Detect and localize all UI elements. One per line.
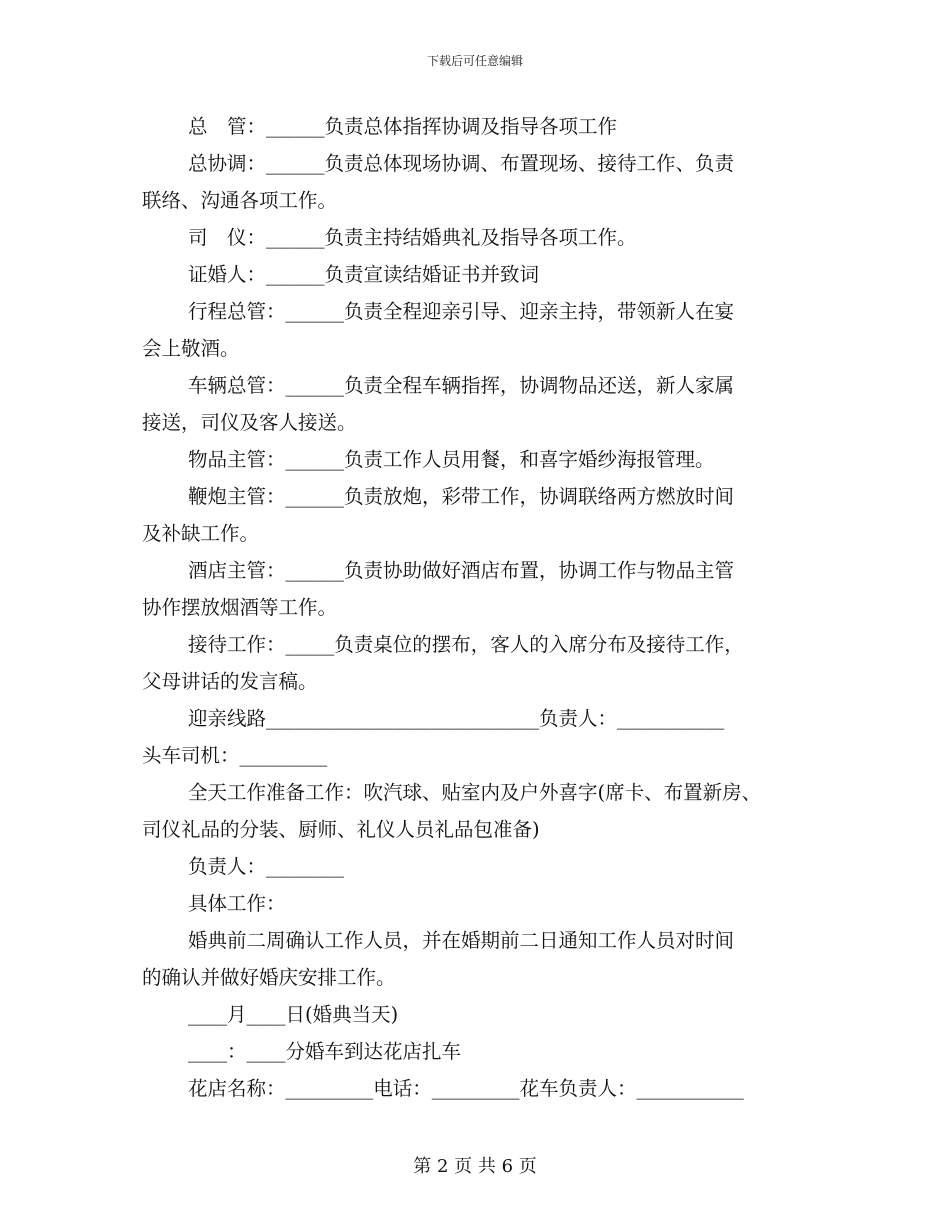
text-line: 鞭炮主管：______负责放炮，彩带工作，协调联络两方燃放时间	[188, 485, 735, 508]
text-line: 行程总管：______负责全程迎亲引导、迎亲主持，带领新人在宴	[188, 300, 735, 323]
text-line: 会上敬酒。	[142, 337, 240, 360]
text-line: 婚典前二周确认工作人员，并在婚期前二日通知工作人员对时间	[188, 929, 735, 952]
text-line: 接送，司仪及客人接送。	[142, 411, 357, 434]
text-line: 总 管：______负责总体指挥协调及指导各项工作	[188, 115, 618, 138]
page-footer: 第 2 页 共 6 页	[413, 1156, 537, 1177]
text-line: 全天工作准备工作：吹汽球、贴室内及户外喜字(席卡、布置新房、	[188, 781, 762, 804]
page-header: 下载后可任意编辑	[426, 54, 523, 68]
text-line: 负责人：________	[188, 855, 345, 878]
text-line: 车辆总管：______负责全程车辆指挥，协调物品还送，新人家属	[188, 374, 735, 397]
text-line: 协作摆放烟酒等工作。	[142, 596, 338, 619]
text-line: 的确认并做好婚庆安排工作。	[142, 966, 396, 989]
text-line: 司仪礼品的分装、厨师、礼仪人员礼品包准备)	[142, 818, 540, 841]
text-line: 花店名称：_________电话：_________花车负责人：___________	[188, 1077, 744, 1100]
text-line: 及补缺工作。	[142, 522, 260, 545]
text-line: ____：____分婚车到达花店扎车	[188, 1040, 462, 1063]
text-line: 父母讲话的发言稿。	[142, 670, 318, 693]
document-body	[142, 108, 812, 1107]
text-line: 具体工作：	[188, 892, 286, 915]
text-line: 司 仪：______负责主持结婚典礼及指导各项工作。	[188, 226, 637, 249]
text-line: 证婚人：______负责宣读结婚证书并致词	[188, 263, 540, 286]
text-line: 联络、沟通各项工作。	[142, 189, 338, 212]
text-line: ____月____日(婚典当天)	[188, 1003, 399, 1026]
text-line: 接待工作：_____负责桌位的摆布，客人的入席分布及接待工作，	[188, 633, 744, 656]
text-line: 总协调：______负责总体现场协调、布置现场、接待工作、负责	[188, 152, 735, 175]
text-line: 酒店主管：______负责协助做好酒店布置，协调工作与物品主管	[188, 559, 735, 582]
text-line: 迎亲线路____________________________负责人：___________	[188, 707, 725, 730]
text-line: 物品主管：______负责工作人员用餐，和喜字婚纱海报管理。	[188, 448, 715, 471]
text-line: 头车司机：_________	[142, 744, 328, 767]
